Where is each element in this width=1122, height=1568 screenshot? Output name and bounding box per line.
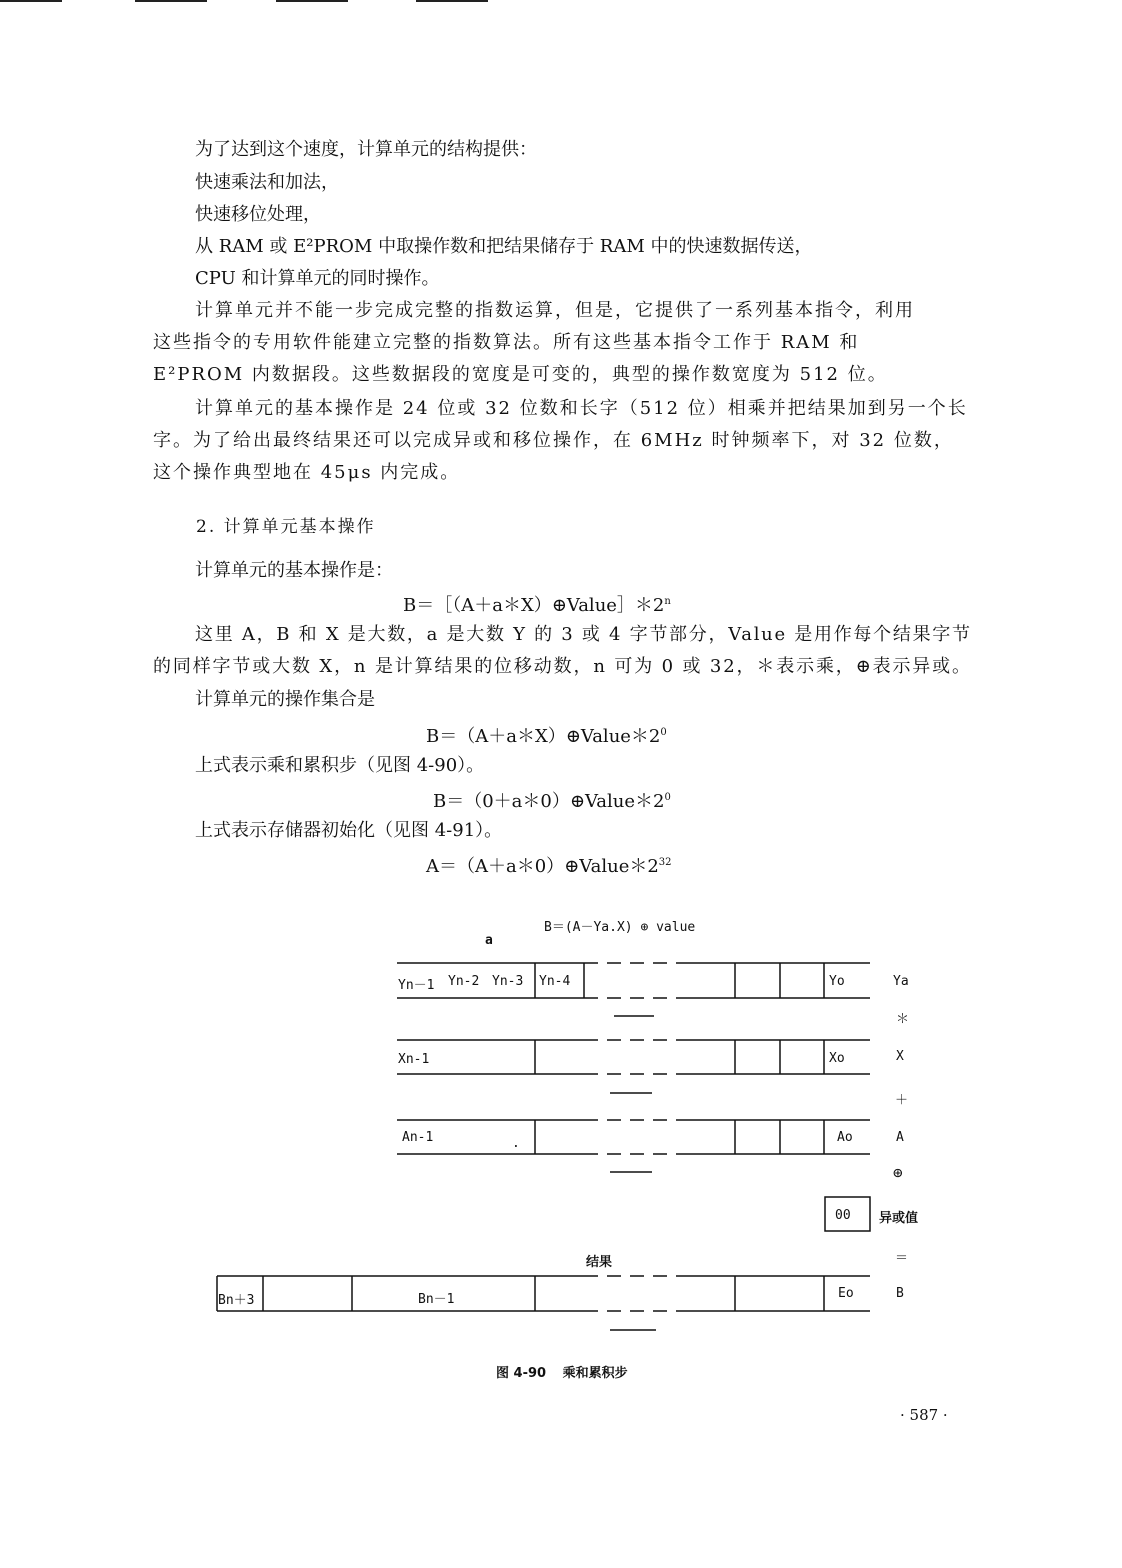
equation-2: $B=(A+a*X)\oplus Value*2^0$ xyxy=(426,726,667,747)
paragraph-speed-intro: 为了达到这个速度，计算单元的结构提供： xyxy=(195,139,537,160)
cell-yn-2: Yn-2 xyxy=(448,974,480,989)
cell-a-dot: . xyxy=(512,1136,520,1151)
side-label-a: A xyxy=(896,1130,904,1145)
paragraph-variables-line2: 的同样字节或大数 X，n 是计算结果的位移动数，n 可为 0 或 32，＊表示乘，⊕表示异或。 xyxy=(153,656,972,677)
paragraph-basic-op-line2: 字。为了给出最终结果还可以完成异或和移位操作，在 6MHz 时钟频率下，对 32 位数， xyxy=(153,430,954,451)
side-label-x: X xyxy=(896,1049,904,1064)
cell-yn-1: Yn－1 xyxy=(398,978,435,993)
paragraph-op-set: 计算单元的操作集合是 xyxy=(195,689,375,710)
xor-value-label: 异或值 xyxy=(879,1211,919,1226)
equation-1: $B=[(A+a*X)\oplus Value]*2^n$ xyxy=(403,595,671,616)
cell-xo: Xo xyxy=(829,1051,845,1066)
figure-caption xyxy=(496,1362,628,1381)
equation-4: $A=(A+a*0)\oplus Value*2^{32}$ xyxy=(426,856,672,877)
op-xor: ⊕ xyxy=(893,1163,903,1182)
op-plus: ＋ xyxy=(895,1093,909,1108)
figure-caption-text: 乘和累积步 xyxy=(562,1366,628,1381)
figure-a-label: a xyxy=(485,933,493,948)
side-label-b: B xyxy=(896,1286,904,1301)
paragraph-data-transfer: 从 RAM 或 E²PROM 中取操作数和把结果储存于 RAM 中的快速数据传送， xyxy=(195,236,813,257)
op-multiply: ＊ xyxy=(896,1012,910,1027)
section-heading: 2. 计算单元基本操作 xyxy=(196,517,376,537)
side-label-ya: Ya xyxy=(893,974,909,989)
paragraph-basic-instr-line3: E²PROM 内数据段。这些数据段的宽度是可变的，典型的操作数宽度为 512 位。 xyxy=(153,364,888,385)
paragraph-fast-mult: 快速乘法和加法， xyxy=(195,172,339,193)
page-number: · 587 · xyxy=(900,1406,948,1424)
paragraph-basic-instr-line2: 这些指令的专用软件能建立完整的指数算法。所有这些基本指令工作于 RAM 和 xyxy=(153,332,860,353)
cell-bn-1: Bn－1 xyxy=(418,1292,455,1307)
paragraph-mult-acc: 上式表示乘和累积步（见图 4-90）。 xyxy=(195,755,485,776)
equation-3: $B=(0+a*0)\oplus Value*2^0$ xyxy=(433,791,671,812)
paragraph-basic-instr-line1: 计算单元并不能一步完成完整的指数运算，但是，它提供了一系列基本指令，利用 xyxy=(195,300,915,321)
cell-yo: Yo xyxy=(829,974,845,989)
figure-caption-number: 图 4-90 xyxy=(496,1366,547,1381)
result-label: 结果 xyxy=(586,1255,613,1270)
cell-yn-3: Yn-3 xyxy=(492,974,524,989)
paragraph-fast-shift: 快速移位处理， xyxy=(195,204,321,225)
cell-xn-1: Xn-1 xyxy=(398,1052,430,1067)
paragraph-variables-line1: 这里 A，B 和 X 是大数，a 是大数 Y 的 3 或 4 字节部分，Value 是用作每个结果字节 xyxy=(195,624,972,645)
cell-eo: Eo xyxy=(838,1286,854,1301)
op-equals: ＝ xyxy=(895,1251,909,1266)
cell-bn-3: Bn＋3 xyxy=(218,1293,255,1308)
figure-formula: B＝(A－Ya.X) ⊕ value xyxy=(544,920,696,935)
paragraph-basic-op-line1: 计算单元的基本操作是 24 位或 32 位数和长字（512 位）相乘并把结果加到另一个长 xyxy=(195,398,968,419)
cell-yn-4: Yn-4 xyxy=(539,974,571,989)
paragraph-mem-init: 上式表示存储器初始化（见图 4-91）。 xyxy=(195,820,503,841)
xor-value-box: 00 xyxy=(835,1208,851,1223)
paragraph-basic-op-line3: 这个操作典型地在 45μs 内完成。 xyxy=(153,462,461,483)
cell-an-1: An-1 xyxy=(402,1130,434,1145)
paragraph-cpu-parallel: CPU 和计算单元的同时操作。 xyxy=(195,268,440,289)
paragraph-basic-op-def: 计算单元的基本操作是： xyxy=(195,560,393,581)
cell-ao: Ao xyxy=(837,1130,853,1145)
